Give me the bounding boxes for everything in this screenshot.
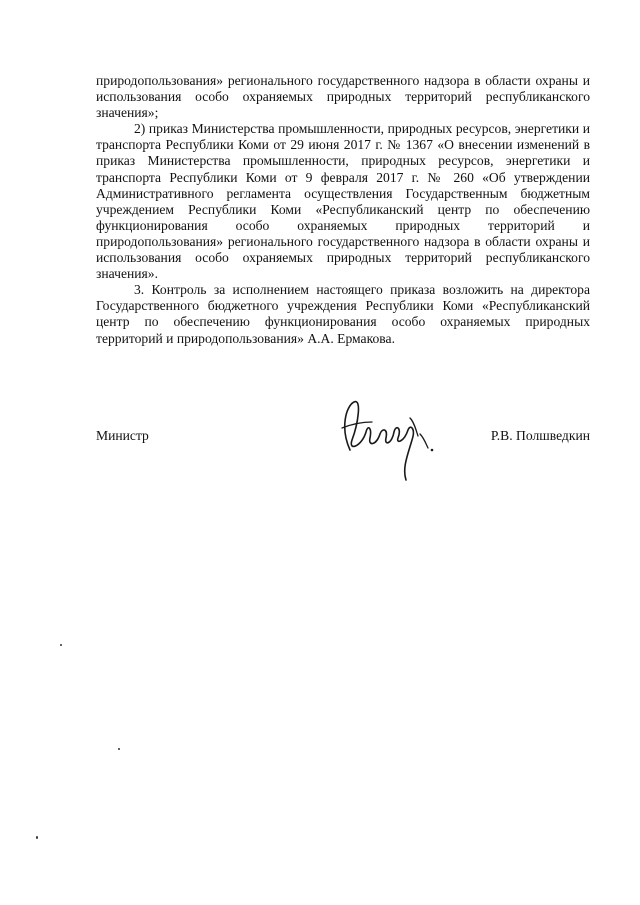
- handwritten-signature: [332, 388, 442, 488]
- paragraph-continuation: природопользования» регионального государственного надзора в области охраны и использования особо охраняемых природных территорий республиканского значения»;: [96, 73, 590, 121]
- scan-speck: [36, 836, 38, 839]
- signatory-name: Р.В. Полшведкин: [490, 428, 590, 443]
- document-body: [96, 73, 590, 347]
- paragraph-item-3: 3. Контроль за исполнением настоящего приказа возложить на директора Государственного бюджетного учреждения Республики Коми «Республиканский центр по обеспечению функционирования особо охраняемых природных территорий и природопользования» А.А. Ермакова.: [96, 282, 590, 346]
- paragraph-item-2: 2) приказ Министерства промышленности, природных ресурсов, энергетики и транспорта Республики Коми от 29 июня 2017 г. № 1367 «О внесении изменений в приказ Министерства промышленности, природных ресурсов, энергетики и транспорта Республики Коми от 9 февраля 2017 г. № 260 «Об утверждении Административного регламента осуществления Государственным бюджетным учреждением Республики Коми «Республиканский центр по обеспечению функционирования особо охраняемых природных территорий и природопользования» регионального государственного надзора в области охраны и использования особо охраняемых природных территорий республиканского значения».: [96, 121, 590, 282]
- signatory-title: Министр: [96, 428, 149, 443]
- scan-speck: [60, 644, 62, 646]
- scan-speck: [118, 748, 120, 750]
